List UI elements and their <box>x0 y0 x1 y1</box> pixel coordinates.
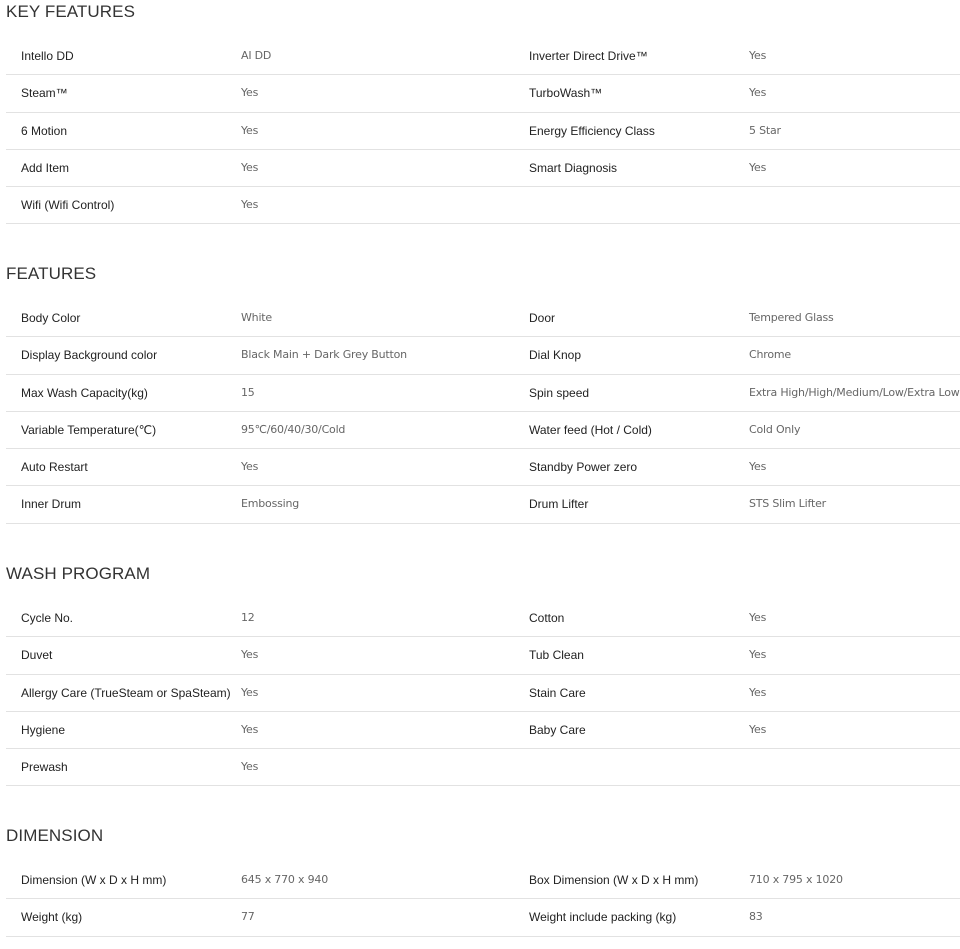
table-row <box>6 187 960 224</box>
section-title: KEY FEATURES <box>6 2 136 21</box>
spec-label: Variable Temperature(℃) <box>21 422 157 437</box>
spec-value: 77 <box>241 910 255 924</box>
table-row <box>6 337 960 374</box>
spec-label: Duvet <box>21 648 53 663</box>
spec-label: Stain Care <box>529 685 586 700</box>
spec-label: Inverter Direct Drive™ <box>529 49 648 63</box>
spec-label: Baby Care <box>529 722 586 737</box>
spec-label: Body Color <box>21 311 81 325</box>
spec-value: 15 <box>241 385 255 399</box>
table-row <box>6 749 960 786</box>
table-row <box>6 375 960 412</box>
spec-label: Allergy Care (TrueSteam or SpaSteam) <box>21 685 231 700</box>
spec-label: Prewash <box>21 760 68 775</box>
table-row <box>6 113 960 150</box>
spec-value: 5 Star <box>749 123 781 137</box>
spec-value: STS Slim Lifter <box>749 497 826 511</box>
spec-label: Tub Clean <box>529 648 584 663</box>
spec-value: Yes <box>241 722 259 736</box>
spec-label: Cycle No. <box>21 611 74 625</box>
spec-label: Box Dimension (W x D x H mm) <box>529 873 699 887</box>
table-row <box>6 600 960 637</box>
section-title: DIMENSION <box>6 826 104 845</box>
spec-label: Max Wash Capacity(kg) <box>21 385 148 400</box>
spec-label: Display Background color <box>21 348 158 363</box>
spec-label: Spin speed <box>529 385 590 400</box>
spec-label: Energy Efficiency Class <box>529 123 655 138</box>
spec-label: Water feed (Hot / Cold) <box>529 422 652 437</box>
spec-label: Inner Drum <box>21 497 82 512</box>
spec-value: AI DD <box>241 49 272 62</box>
table-row <box>6 300 960 337</box>
table-row <box>6 486 960 523</box>
spec-table <box>6 38 960 224</box>
section-title: WASH PROGRAM <box>6 564 151 583</box>
spec-value: Yes <box>241 123 259 137</box>
spec-value: Extra High/High/Medium/Low/Extra Low <box>749 385 960 399</box>
spec-label: Weight include packing (kg) <box>529 910 677 925</box>
spec-label: Wifi (Wifi Control) <box>21 198 115 213</box>
spec-label: Hygiene <box>21 722 66 737</box>
spec-label: Weight (kg) <box>21 910 83 925</box>
spec-table <box>6 862 960 937</box>
spec-label: 6 Motion <box>21 123 68 138</box>
spec-label: Add Item <box>21 160 70 175</box>
spec-value: Yes <box>749 160 767 174</box>
spec-value: Chrome <box>749 348 791 362</box>
spec-value: Yes <box>241 648 259 662</box>
spec-value: White <box>241 311 272 324</box>
spec-label: Smart Diagnosis <box>529 160 618 175</box>
spec-value: Yes <box>749 49 767 62</box>
spec-table <box>6 300 960 524</box>
spec-value: Yes <box>241 460 259 474</box>
table-row <box>6 75 960 112</box>
spec-label: Dimension (W x D x H mm) <box>21 873 167 887</box>
spec-label: Auto Restart <box>21 460 88 475</box>
table-row <box>6 150 960 187</box>
spec-value: 95℃/60/40/30/Cold <box>241 422 346 436</box>
spec-value: Cold Only <box>749 422 801 436</box>
spec-value: 12 <box>241 611 255 624</box>
spec-value: Yes <box>241 685 259 699</box>
table-row <box>6 637 960 674</box>
spec-label: Standby Power zero <box>529 460 638 475</box>
spec-table <box>6 600 960 786</box>
spec-label: Steam™ <box>21 86 68 101</box>
spec-value: 710 x 795 x 1020 <box>749 873 843 886</box>
spec-value: Yes <box>749 611 767 624</box>
spec-label: Cotton <box>529 611 565 625</box>
spec-value: Yes <box>241 160 259 174</box>
spec-label: Drum Lifter <box>529 497 589 512</box>
spec-value: Black Main + Dark Grey Button <box>241 348 407 362</box>
spec-value: Yes <box>241 86 259 100</box>
spec-label: Intello DD <box>21 49 74 63</box>
spec-label: Dial Knop <box>529 348 582 363</box>
spec-label: TurboWash™ <box>529 86 603 101</box>
spec-value: Embossing <box>241 497 300 511</box>
spec-value: 645 x 770 x 940 <box>241 873 328 886</box>
table-row <box>6 449 960 486</box>
spec-value: Yes <box>241 198 259 212</box>
table-row <box>6 712 960 749</box>
table-row <box>6 675 960 712</box>
spec-value: Yes <box>749 648 767 662</box>
spec-value: Yes <box>749 86 767 100</box>
spec-value: Yes <box>241 760 259 774</box>
table-row <box>6 38 960 75</box>
spec-value: Yes <box>749 685 767 699</box>
spec-value: Yes <box>749 460 767 474</box>
table-row <box>6 899 960 936</box>
spec-value: 83 <box>749 910 763 924</box>
spec-label: Door <box>529 311 556 325</box>
spec-value: Yes <box>749 722 767 736</box>
table-row <box>6 862 960 899</box>
table-row <box>6 412 960 449</box>
spec-value: Tempered Glass <box>749 311 834 324</box>
section-title: FEATURES <box>6 264 97 283</box>
